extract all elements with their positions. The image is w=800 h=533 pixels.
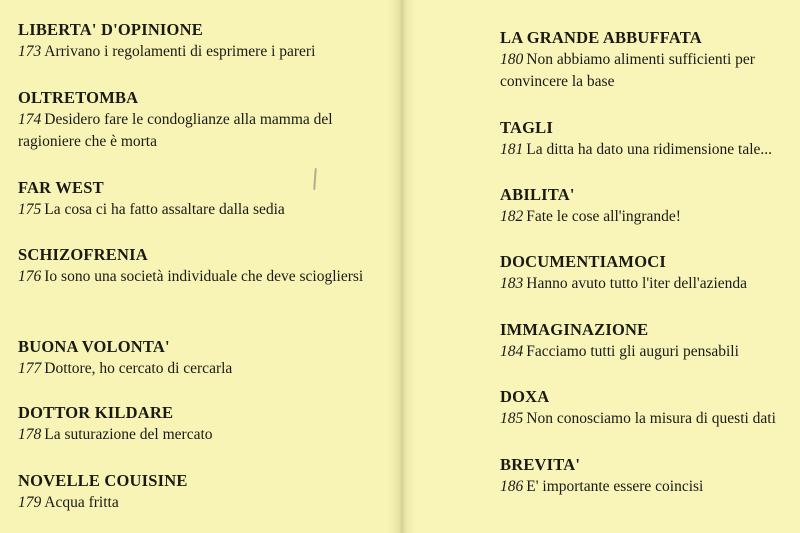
entry-number: 177	[18, 360, 42, 377]
entry-body	[18, 109, 388, 153]
entry-178	[18, 403, 388, 446]
entry-text: Arrivano i regolamenti di esprimere i pareri	[44, 43, 316, 60]
entry-number: 178	[18, 426, 42, 443]
entry-title: BUONA VOLONTA'	[18, 337, 170, 356]
entry-body	[500, 206, 792, 228]
entry-173	[18, 20, 388, 63]
entry-title: BREVITA'	[500, 455, 581, 474]
entry-title: NOVELLE COUISINE	[18, 471, 188, 490]
entry-174	[18, 88, 388, 153]
entry-body	[18, 492, 388, 514]
entry-body	[18, 41, 388, 63]
entry-number: 182	[500, 208, 524, 225]
entry-title: ABILITA'	[500, 185, 575, 204]
entry-title: LIBERTA' D'OPINIONE	[18, 20, 203, 39]
entry-text: La suturazione del mercato	[44, 426, 213, 443]
entry-181	[500, 118, 792, 161]
entry-title: DOTTOR KILDARE	[18, 403, 174, 422]
entry-text: Io sono una società individuale che deve sciogliersi	[44, 268, 364, 285]
entry-number: 184	[500, 343, 524, 360]
entry-number: 185	[500, 410, 524, 427]
entry-text: E' importante essere coincisi	[526, 478, 704, 495]
entry-body	[18, 358, 388, 380]
right-page	[398, 0, 800, 533]
entry-body	[500, 408, 792, 430]
entry-body	[18, 199, 388, 221]
entry-text: Facciamo tutti gli auguri pensabili	[526, 343, 739, 360]
entry-body	[500, 273, 792, 295]
entry-179	[18, 471, 388, 514]
entry-number: 175	[18, 201, 42, 218]
left-page	[0, 0, 398, 533]
entry-184	[500, 320, 792, 363]
entry-body	[500, 476, 792, 498]
entry-180	[500, 28, 792, 93]
entry-number: 181	[500, 141, 524, 158]
entry-text: Non abbiamo alimenti sufficienti per convincere la base	[500, 51, 755, 90]
entry-183	[500, 252, 792, 295]
entry-number: 186	[500, 478, 524, 495]
entry-title: SCHIZOFRENIA	[18, 245, 148, 264]
entry-number: 174	[18, 111, 42, 128]
entry-176	[18, 245, 388, 288]
entry-175	[18, 178, 388, 221]
entry-number: 179	[18, 494, 42, 511]
entry-title: DOXA	[500, 387, 550, 406]
entry-body	[500, 341, 792, 363]
entry-number: 180	[500, 51, 524, 68]
entry-text: Dottore, ho cercato di cercarla	[44, 360, 233, 377]
entry-body	[500, 139, 792, 161]
entry-title: FAR WEST	[18, 178, 104, 197]
entry-body	[500, 49, 792, 93]
entry-185	[500, 387, 792, 430]
entry-body	[18, 266, 388, 288]
entry-number: 183	[500, 275, 524, 292]
entry-number: 173	[18, 43, 42, 60]
entry-text: La ditta ha dato una ridimensione tale...	[526, 141, 773, 158]
entry-182	[500, 185, 792, 228]
entry-177	[18, 337, 388, 380]
entry-title: OLTRETOMBA	[18, 88, 139, 107]
entry-text: Hanno avuto tutto l'iter dell'azienda	[526, 275, 748, 292]
entry-text: Fate le cose all'ingrande!	[526, 208, 681, 225]
entry-186	[500, 455, 792, 498]
entry-number: 176	[18, 268, 42, 285]
entry-text: Desidero fare le condoglianze alla mamma del ragioniere che è morta	[18, 111, 333, 150]
entry-body	[18, 424, 388, 446]
entry-text: La cosa ci ha fatto assaltare dalla sedia	[44, 201, 285, 218]
entry-title: LA GRANDE ABBUFFATA	[500, 28, 702, 47]
entry-title: TAGLI	[500, 118, 553, 137]
entry-text: Non conosciamo la misura di questi dati	[526, 410, 776, 427]
entry-title: IMMAGINAZIONE	[500, 320, 649, 339]
entry-text: Acqua fritta	[44, 494, 119, 511]
entry-title: DOCUMENTIAMOCI	[500, 252, 666, 271]
